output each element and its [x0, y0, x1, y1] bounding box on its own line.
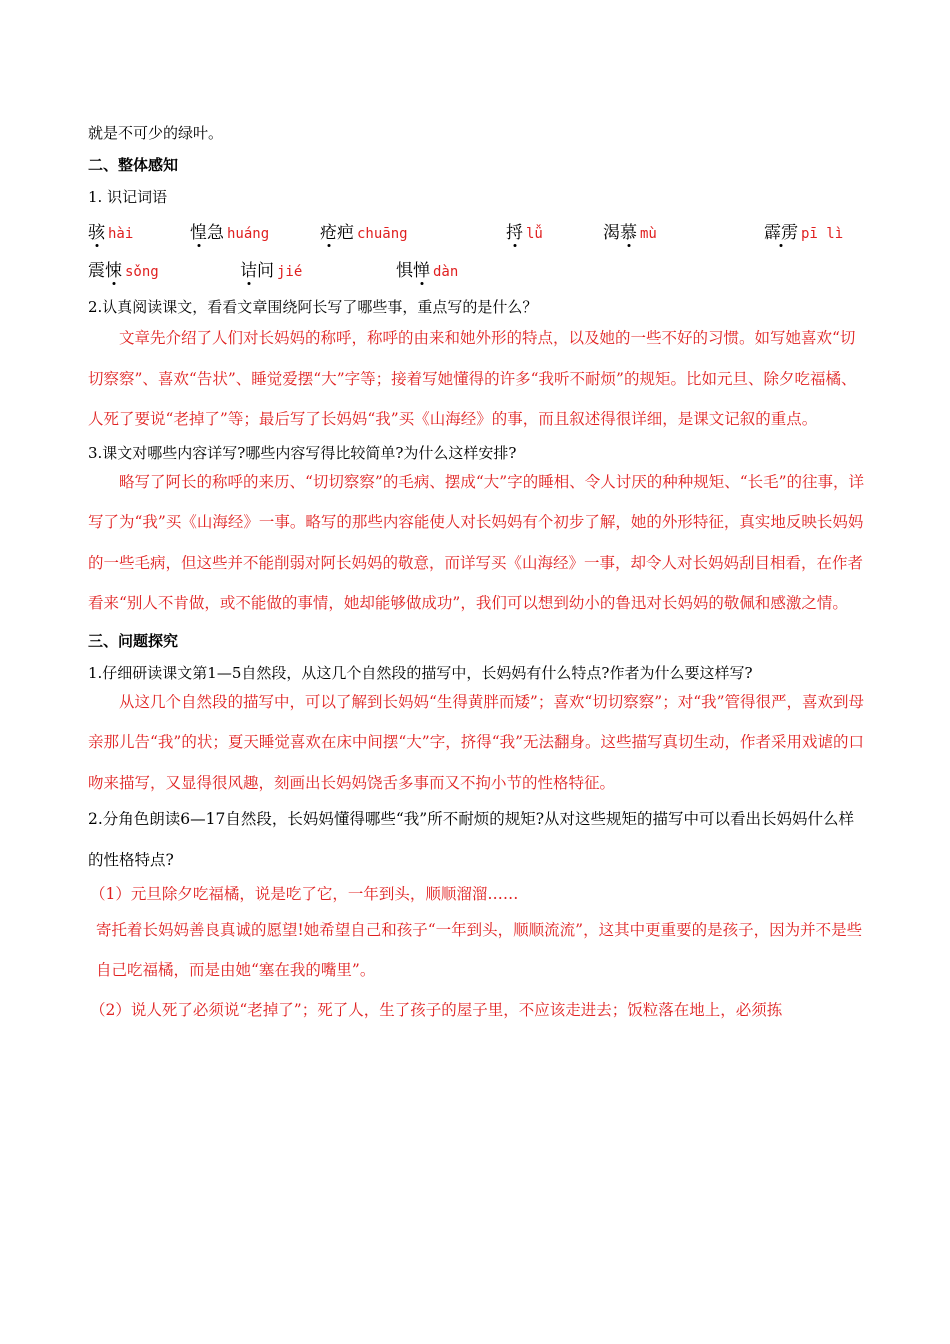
vocab-word: [764, 218, 843, 243]
intro-tail: 就是不可少的绿叶。: [88, 124, 224, 142]
pinyin: hài: [108, 226, 134, 242]
s3-sub-1-text: 寄托着长妈妈善良真诚的愿望!她希望自己和孩子“一年到头，顺顺流流”，这其中更重要的是孩子，因为并不是些自己吃福橘，而是由她“塞在我的嘴里”。: [96, 921, 863, 979]
pinyin: dàn: [433, 264, 459, 280]
vocab-word: 惧惮 dàn: [396, 261, 459, 281]
vocab-word: [506, 218, 543, 243]
vocab-word: 渴慕 mù: [603, 223, 657, 243]
q1-vocab-title: 1. 识记词语: [88, 188, 168, 206]
pinyin: pī lì: [801, 226, 844, 242]
s3-question-2: 2.分角色朗读6—17自然段，长妈妈懂得哪些“我”所不耐烦的规矩?从对这些规矩的描写中可以看出长妈妈什么样的性格特点?: [88, 810, 855, 869]
dotted-char: 疮: [320, 223, 337, 243]
vocab-row-1: [88, 218, 868, 256]
answer-3: 略写了阿长的称呼的来历、“切切察察”的毛病、摆成“大”字的睡相、令人讨厌的种种规矩、“长毛”的往事，详写了为“我”买《山海经》一事。略写的那些内容能使人对长妈妈有个初步了解，她的外形特征，真实地反映长妈妈的一些毛病，但这些并不能削弱对阿长妈妈的敬意，而详写买《山海经》一事，却令人对长妈妈刮目相看，在作者看来“别人不肯做，或不能做的事情，她却能够做成功”，我们可以想到幼小的鲁迅对长妈妈的敬佩和感激之情。: [88, 472, 865, 612]
s3-answer-1: 从这几个自然段的描写中，可以了解到长妈妈“生得黄胖而矮”；喜欢“切切察察”；对“我”管得很严，喜欢到母亲那儿告“我”的状；夏天睡觉喜欢在床中间摆“大”字，挤得“我”无法翻身。这些描写真切生动，作者采用戏谑的口吻来描写，又显得很风趣，刻画出长妈妈饶舌多事而又不拘小节的性格特征。: [88, 692, 865, 792]
vocab-row-2: [88, 256, 868, 294]
section-2-title: 二、整体感知: [88, 156, 179, 174]
dotted-char: 惮: [413, 261, 430, 281]
vocab-word: 疮疤 chuāng: [320, 223, 408, 243]
s3-sub-1-title: （1）元旦除夕吃福橘，说是吃了它，一年到头，顺顺溜溜……: [90, 885, 519, 903]
pinyin: mù: [640, 226, 657, 242]
document-page: [88, 120, 868, 1030]
vocab-word: 诘问 jié: [240, 261, 303, 281]
pinyin: sǒng: [125, 264, 159, 280]
vocab-word: [88, 218, 133, 243]
dotted-char: 慕: [620, 223, 637, 243]
section-3-title: 三、问题探究: [88, 631, 179, 650]
question-3: 3.课文对哪些内容详写?哪些内容写得比较简单?为什么这样安排?: [88, 443, 517, 462]
s3-question-1: 1.仔细研读课文第1—5自然段，从这几个自然段的描写中，长妈妈有什么特点?作者为什么要这样写?: [88, 663, 753, 682]
dotted-char: 骇: [88, 223, 105, 243]
answer-2: 文章先介绍了人们对长妈妈的称呼，称呼的由来和她外形的特点，以及她的一些不好的习惯。如写她喜欢“切切察察”、喜欢“告状”、睡觉爱摆“大”字等；接着写她懂得的许多“我听不耐烦”的规矩。比如元旦、除夕吃福橘、人死了要说“老掉了”等；最后写了长妈妈“我”买《山海经》的事，而且叙述得很详细，是课文记叙的重点。: [88, 329, 857, 428]
vocab-word: 震悚 sǒng: [88, 261, 159, 281]
s3-sub-2-title: （2）说人死了必须说“老掉了”；死了人，生了孩子的屋子里，不应该走进去；饭粒落在地上，必须拣: [90, 1001, 783, 1019]
dotted-char: 惶: [190, 223, 207, 243]
pinyin: lǚ: [526, 226, 543, 242]
dotted-char: 诘: [240, 261, 257, 281]
dotted-char: 悚: [105, 261, 122, 281]
pinyin: huáng: [227, 226, 270, 242]
question-2: 2.认真阅读课文，看看文章围绕阿长写了哪些事，重点写的是什么？: [88, 298, 538, 316]
pinyin: jié: [277, 264, 303, 280]
dotted-char: 捋: [506, 223, 523, 243]
dotted-char: 霹雳: [764, 223, 798, 243]
pinyin: chuāng: [357, 226, 408, 242]
vocab-word: 惶急 huáng: [190, 223, 270, 243]
